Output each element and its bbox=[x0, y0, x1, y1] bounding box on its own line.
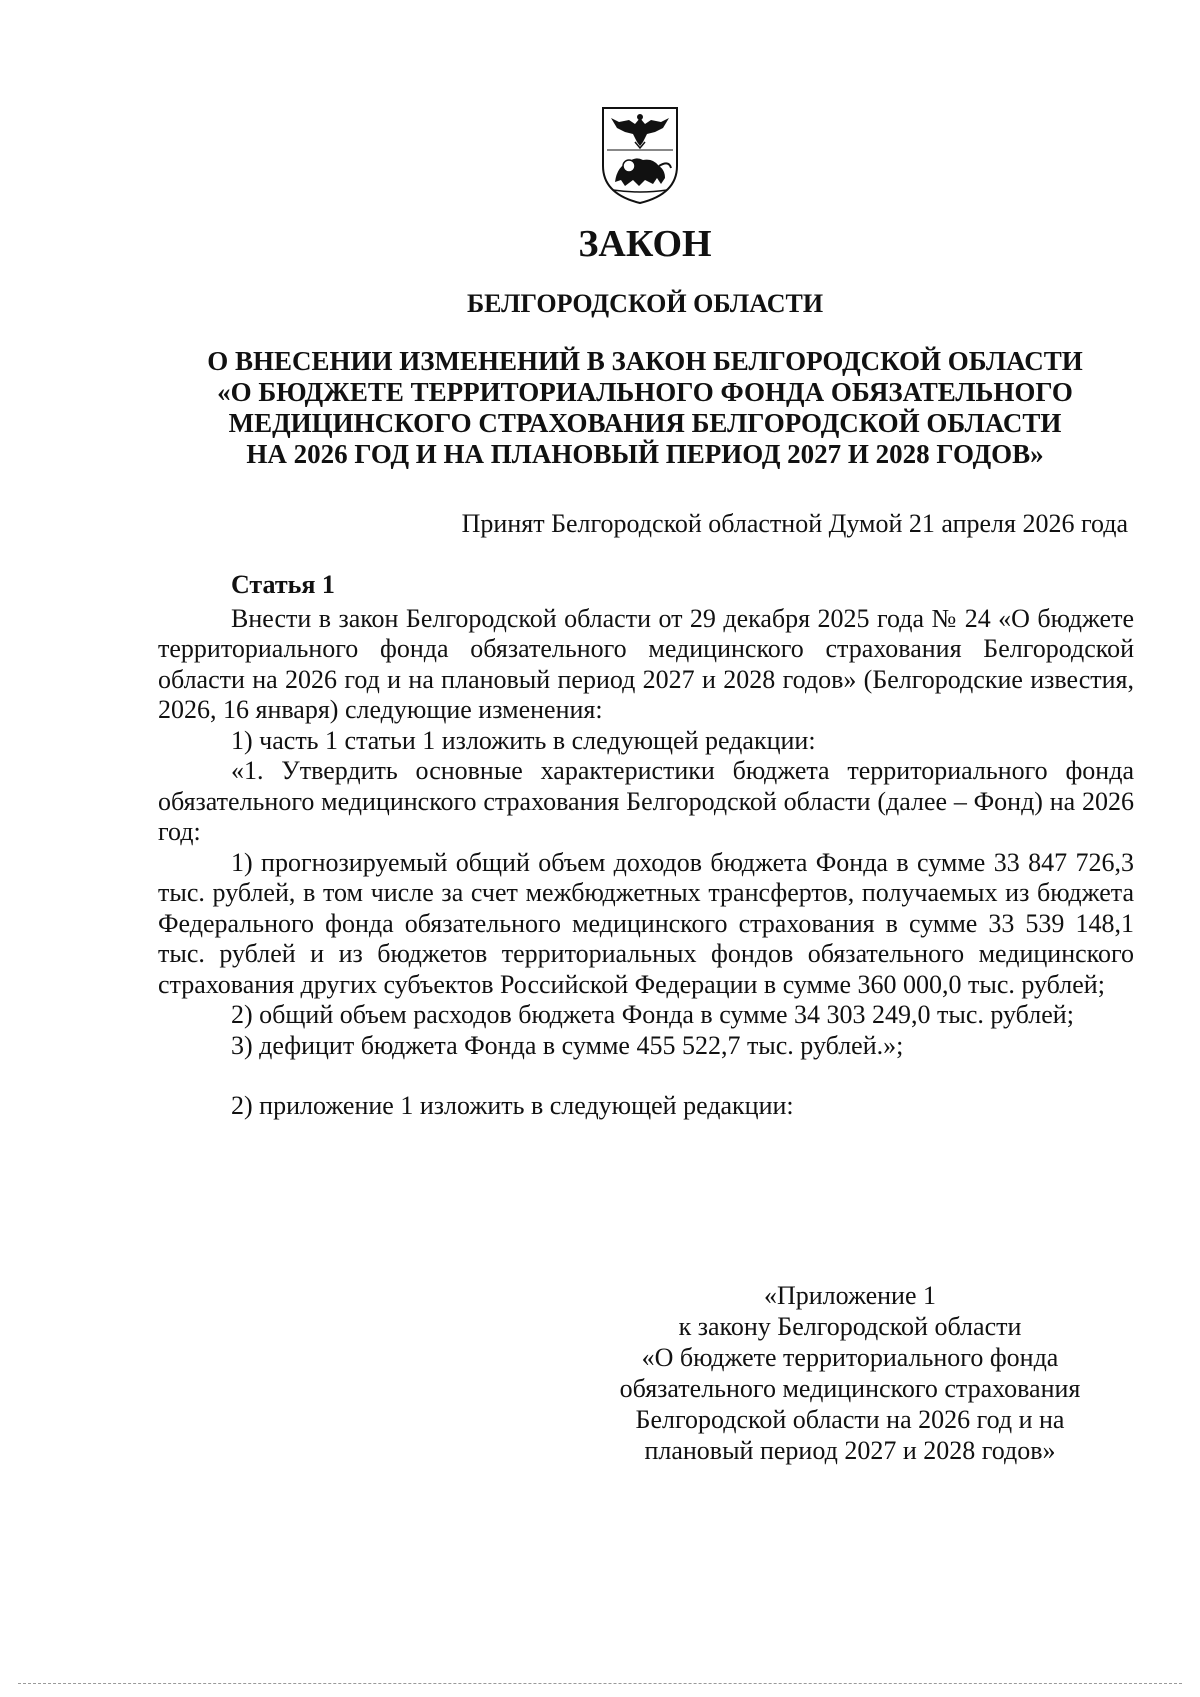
article-heading: Статья 1 bbox=[231, 570, 335, 599]
paragraph: 2) общий объем расходов бюджета Фонда в сумме 34 303 249,0 тыс. рублей; bbox=[231, 1000, 1074, 1029]
amendment-title-line: НА 2026 ГОД И НА ПЛАНОВЫЙ ПЕРИОД 2027 И 2028 ГОДОВ» bbox=[246, 439, 1044, 469]
amendment-title-line: МЕДИЦИНСКОГО СТРАХОВАНИЯ БЕЛГОРОДСКОЙ ОБЛАСТИ bbox=[228, 408, 1062, 438]
appendix-line: «Приложение 1 bbox=[763, 1281, 937, 1310]
appendix-line: плановый период 2027 и 2028 годов» bbox=[644, 1436, 1056, 1465]
paragraph-gap bbox=[158, 1061, 1134, 1091]
paragraph: «1. Утвердить основные характеристики бюджета территориального фонда обязательного медицинского страхования Белгородской области (далее – Фонд) на 2026 год: bbox=[158, 756, 1134, 846]
appendix-header bbox=[610, 1280, 1090, 1466]
adoption-note: Принят Белгородской областной Думой 21 апреля 2026 года bbox=[461, 509, 1128, 538]
paragraph: 2) приложение 1 изложить в следующей редакции: bbox=[231, 1091, 794, 1120]
amendment-title-line: «О БЮДЖЕТЕ ТЕРРИТОРИАЛЬНОГО ФОНДА ОБЯЗАТЕЛЬНОГО bbox=[217, 377, 1073, 407]
page-bottom-divider bbox=[18, 1683, 1182, 1684]
amendment-title-line: О ВНЕСЕНИИ ИЗМЕНЕНИЙ В ЗАКОН БЕЛГОРОДСКОЙ ОБЛАСТИ bbox=[207, 346, 1083, 376]
paragraph: 3) дефицит бюджета Фонда в сумме 455 522,7 тыс. рублей.»; bbox=[231, 1030, 904, 1060]
paragraph: 1) часть 1 статьи 1 изложить в следующей редакции: bbox=[231, 725, 816, 755]
appendix-line: «О бюджете территориального фонда bbox=[641, 1343, 1059, 1372]
paragraph: 1) прогнозируемый общий объем доходов бюджета Фонда в сумме 33 847 726,3 тыс. рублей, в том числе за счет межбюджетных трансфертов, получаемых из бюджета Федерального фонда обязательного медицинского страхования в сумме 33 539 148,1 тыс. рублей и из бюджетов территориальных фондов обязательного медицинского страхования других субъектов Российской Федерации в сумме 360 000,0 тыс. рублей; bbox=[158, 847, 1134, 999]
document-title: ЗАКОН bbox=[578, 223, 712, 265]
paragraph: Внести в закон Белгородской области от 29 декабря 2025 года № 24 «О бюджете территориального фонда обязательного медицинского страхования Белгородской области на 2026 год и на плановый период 2027 и 2028 годов» (Белгородские известия, 2026, 16 января) следующие изменения: bbox=[158, 603, 1134, 724]
appendix-line: обязательного медицинского страхования bbox=[619, 1374, 1081, 1403]
document-subtitle: БЕЛГОРОДСКОЙ ОБЛАСТИ bbox=[466, 289, 824, 318]
amendment-title bbox=[150, 346, 1140, 470]
article-body bbox=[158, 570, 1134, 1122]
coat-of-arms-icon bbox=[599, 104, 681, 206]
appendix-line: Белгородской области на 2026 год и на bbox=[635, 1405, 1065, 1434]
appendix-line: к закону Белгородской области bbox=[678, 1312, 1022, 1341]
